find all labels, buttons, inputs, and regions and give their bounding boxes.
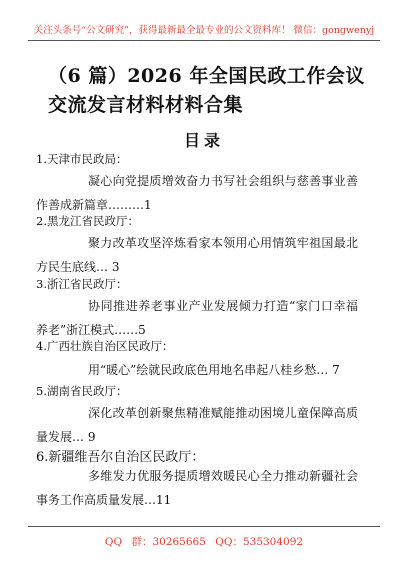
header-banner: 关注头条号“公文研究”，获得最新最全最专业的公文资料库！ 微信：gongwenyj xyxy=(33,25,375,36)
toc-entry-header: 4.广西壮族自治区民政厅： xyxy=(36,339,174,353)
toc-entry-body: 凝心向党提质增效奋力书写社会组织与慈善事业善作善成新篇章………1 xyxy=(36,174,358,212)
toc-entry-header: 2.黑龙江省民政厅： xyxy=(36,214,139,228)
toc-entry-header: 3.浙江省民政厅： xyxy=(36,277,128,291)
toc-entry-body: 用“暖心”绘就民政底色用地名串起八桂乡愁… 7 xyxy=(88,363,340,377)
document-title: （6 篇）2026 年全国民政工作会议交流发言材料材料合集 xyxy=(48,65,365,116)
toc-entry-header: 5.湖南省民政厅： xyxy=(36,384,128,398)
toc-entry-body: 多维发力优服务提质增效暖民心全力推动新疆社会事务工作高质量发展…11 xyxy=(36,469,358,507)
toc-heading: 目录 xyxy=(183,131,224,150)
toc-entry-header: 1.天津市民政局： xyxy=(36,152,128,166)
toc-entry-header: 6.新疆维吾尔自治区民政厅： xyxy=(36,450,205,465)
toc-entry-body: 协同推进养老事业产业发展倾力打造“家门口幸福养老”浙江模式……5 xyxy=(36,299,358,337)
footer-contact: QQ 群：30265665 QQ：535304092 xyxy=(104,536,304,548)
toc-entry-body: 聚力改革攻坚淬炼看家本领用心用情筑牢祖国最北方民生底线… 3 xyxy=(36,236,358,274)
toc-entry-body: 深化改革创新聚焦精准赋能推动困境儿童保障高质量发展… 9 xyxy=(36,406,358,444)
footer-divider xyxy=(28,526,380,527)
